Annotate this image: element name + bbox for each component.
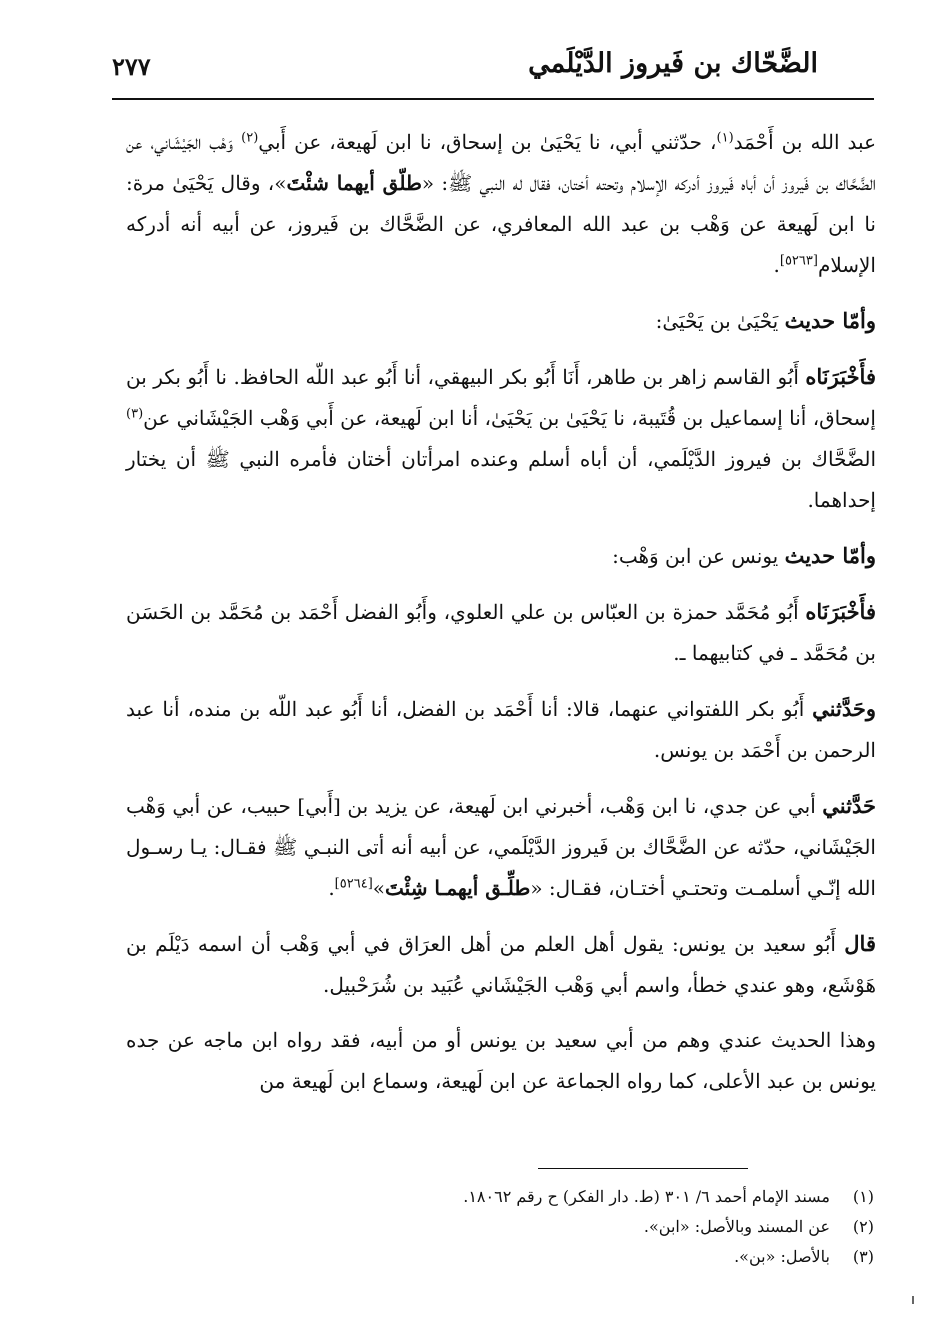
paragraph-3 bbox=[126, 356, 876, 521]
hadith-ref-number: [٥٢٦٣] bbox=[779, 253, 818, 269]
scan-artifact bbox=[912, 1296, 914, 1304]
paragraph-1 bbox=[126, 122, 876, 286]
footnote-marker-3[interactable]: (٣) bbox=[126, 406, 144, 422]
text-run: وَهْب الجَيْشَاني، عن الضَّحَّاك بن فَيروز أن أباه فَيروز أدركه الإسلام وتحته أختان، فقال له النبي ﷺ: « bbox=[126, 130, 876, 195]
text-run: . bbox=[328, 876, 335, 900]
footnote-1 bbox=[114, 1182, 874, 1212]
footnote-text: عن المسند وبالأصل: «ابن». bbox=[643, 1217, 830, 1236]
text-run: أبي عن جدي، نا ابن وَهْب، أخبرني ابن لَهيعة، عن يزيد بن [أَبي] حبيب، عن أبي وَهْب الجَيْشَاني، حدّثه عن الضَّحَّاك بن فَيروز الدَّيْلَمي، عن أبيه أنه أتى النبـي ﷺ فقـال: يـا رسـول الله إنّـي أسلمـت وتحتـي أختـان، فقـال: « bbox=[126, 794, 876, 900]
paragraph-2 bbox=[126, 300, 876, 342]
text-run: » bbox=[372, 876, 386, 900]
lead-word: وأمّا حديث bbox=[784, 543, 876, 568]
lead-word: فأَخْبَرَنَاه bbox=[805, 599, 876, 624]
lead-word: حَدَّثني bbox=[822, 793, 876, 818]
main-text bbox=[126, 122, 876, 1116]
paragraph-9 bbox=[126, 1020, 876, 1102]
text-run: الضَّحَّاك بن فيروز الدَّيْلَمي، أن أباه أسلم وعنده امرأتان أختان فأمره النبي ﷺ أن يختار إحداهما. bbox=[126, 447, 876, 512]
text-run: أَبُو بكر اللفتواني عنهما، قالا: أنا أَحْمَد بن الفضل، أنا أَبُو عبد اللّه بن منده، أنا عبد الرحمن بن أَحْمَد بن يونس. bbox=[126, 697, 876, 762]
text-run: ، حدّثني أبي، نا يَحْيَىٰ بن إسحاق، نا ابن لَهيعة، عن أَبي bbox=[258, 130, 717, 154]
text-run: أَبُو سعيد بن يونس: يقول أهل العلم من أهل العرَاق في أبي وَهْب أن اسمه دَيْلَم بن هَوْشَع، وهو عندي خطأ، واسم أبي وَهْب الجَيْشَاني عُبَيد بن شُرَحْبيل. bbox=[126, 932, 876, 997]
paragraph-6 bbox=[126, 688, 876, 771]
hadith-quote: طلّق أيهما شئْتَ bbox=[286, 171, 422, 195]
footnote-marker-2[interactable]: (٢) bbox=[241, 130, 259, 146]
text-run: »، وقال يَحْيَىٰ مرة: نا ابن لَهيعة عن وَهْب بن عبد الله المعافري، عن الضَّحَّاك بن فَيروز، عن أبيه أنه أدركه الإسلام bbox=[126, 171, 876, 277]
hadith-ref-number: [٥٢٦٤] bbox=[334, 876, 373, 892]
footnote-text: بالأصل: «بن». bbox=[734, 1247, 830, 1266]
footnote-3 bbox=[114, 1242, 874, 1272]
footnote-2 bbox=[114, 1212, 874, 1242]
header-divider bbox=[112, 98, 874, 100]
paragraph-8 bbox=[126, 923, 876, 1006]
lead-word: فأَخْبَرَنَاه bbox=[805, 364, 876, 389]
text-run: يونس عن ابن وَهْب: bbox=[612, 544, 785, 568]
paragraph-7 bbox=[126, 785, 876, 909]
text-run: يَحْيَىٰ بن يَحْيَىٰ: bbox=[655, 309, 785, 333]
footnote-number: (٢) bbox=[852, 1217, 874, 1236]
text-run: . bbox=[773, 253, 780, 277]
footnotes bbox=[114, 1182, 874, 1272]
text-run: عبد الله بن أَحْمَد bbox=[733, 130, 876, 154]
page-number: ٢٧٧ bbox=[112, 52, 151, 81]
text-run: أَبُو القاسم زاهر بن طاهر، أَنَا أَبُو بكر البيهقي، أنا أَبُو عبد اللّه الحافظ. نا أَبُو بكر بن إسحاق، أنا إسماعيل بن قُتَيبة، نا يَحْيَىٰ بن يَحْيَىٰ، أنا ابن لَهيعة، عن أَبي وَهْب الجَيْشَاني عن bbox=[126, 365, 876, 430]
text-run: أَبُو مُحَمَّد حمزة بن العبّاس بن علي العلوي، وأَبُو الفضل أَحْمَد بن مُحَمَّد بن الحَسَن بن مُحَمَّد ـ في كتابيهما ـ. bbox=[126, 600, 876, 665]
lead-word: قال bbox=[844, 931, 876, 956]
footnote-text: مسند الإمام أحمد ٦/ ٣٠١ (ط. دار الفكر) ح رقم ١٨٠٦٢. bbox=[463, 1187, 830, 1206]
footnote-number: (١) bbox=[852, 1187, 874, 1206]
footnote-divider bbox=[538, 1168, 748, 1169]
paragraph-4 bbox=[126, 535, 876, 577]
footnote-number: (٣) bbox=[852, 1247, 874, 1266]
lead-word: وحَدَّثني bbox=[812, 696, 876, 721]
hadith-quote: طلِّـق أيهمـا شِئْتَ bbox=[385, 876, 531, 900]
text-run: وهذا الحديث عندي وهم من أبي سعيد بن يونس أو من أبيه، فقد رواه ابن ماجه عن جده يونس بن عبد الأعلى، كما رواه الجماعة عن ابن لَهيعة، وسماع ابن لَهيعة من bbox=[126, 1028, 876, 1093]
lead-word: وأمّا حديث bbox=[784, 308, 876, 333]
footnote-marker-1[interactable]: (١) bbox=[716, 130, 734, 146]
paragraph-5 bbox=[126, 591, 876, 674]
running-header-title: الضَّحّاك بن فَيروز الدَّيْلَمي bbox=[528, 48, 818, 79]
